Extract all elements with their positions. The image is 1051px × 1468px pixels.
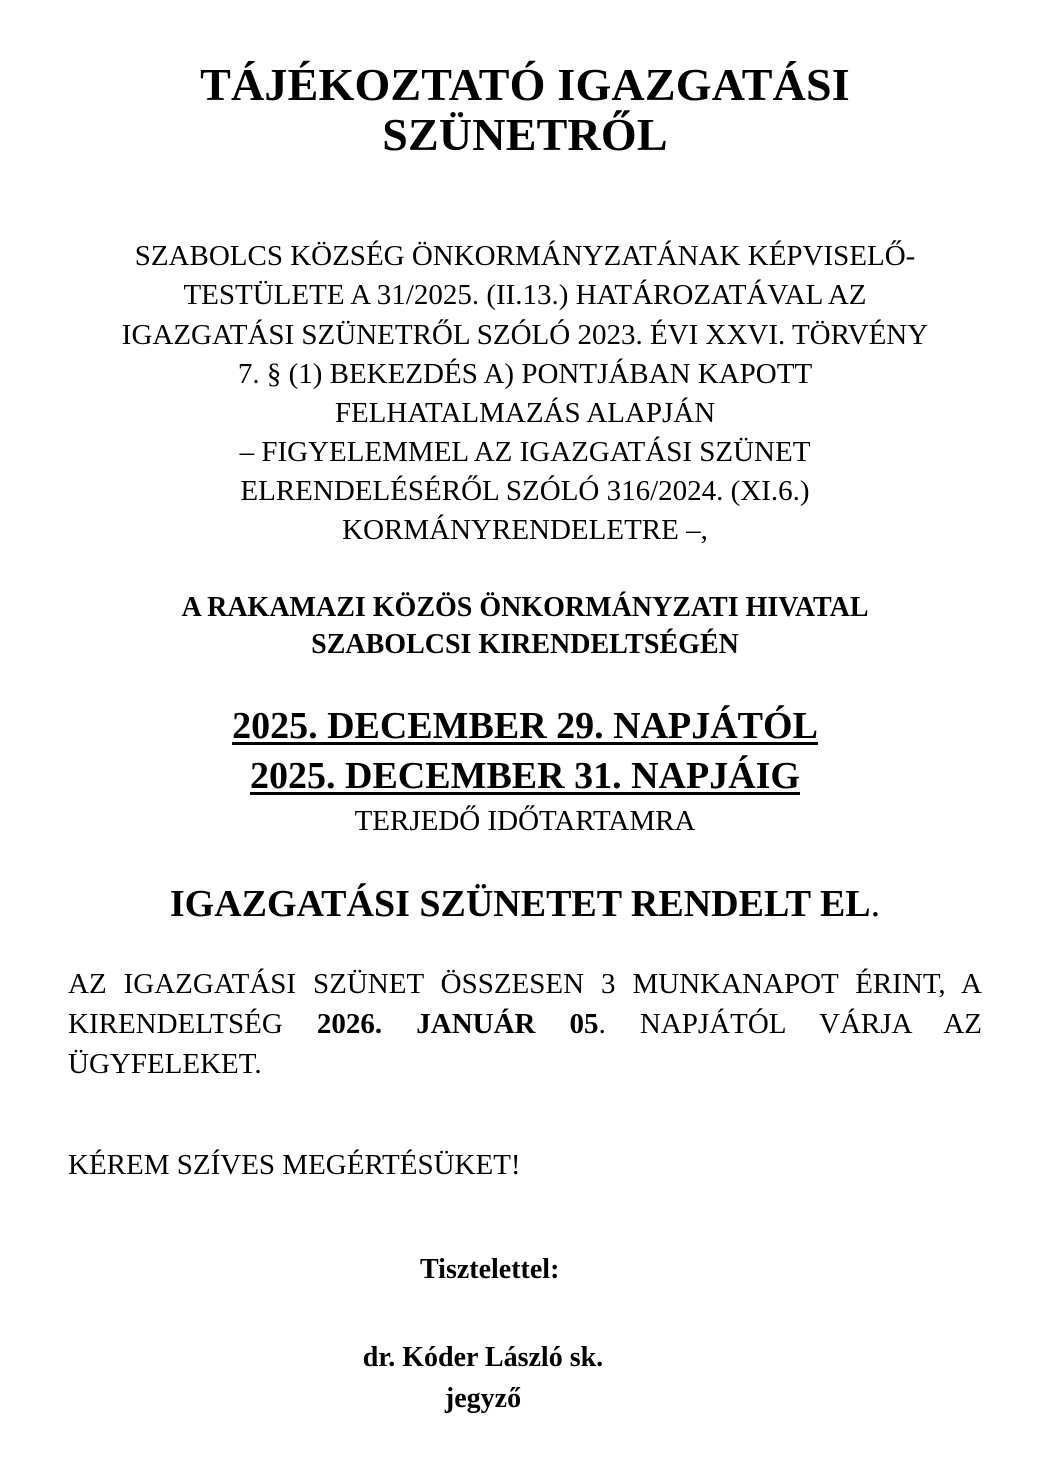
- intro-line-1: SZABOLCS KÖZSÉG ÖNKORMÁNYZATÁNAK KÉPVISELŐ-: [134, 240, 916, 273]
- details-part-2: . NAPJÁTÓL VÁRJA AZ ÜGYFELEKET.: [68, 1008, 983, 1081]
- details-paragraph: [68, 928, 982, 1084]
- page-title: TÁJÉKOZTATÓ IGAZGATÁSI SZÜNETRŐL: [200, 59, 850, 160]
- duration-label: TERJEDŐ IDŐTARTAMRA: [354, 805, 696, 838]
- reopen-date-emphasis: 2026. JANUÁR 05: [316, 1008, 599, 1041]
- closing-line: KÉREM SZÍVES MEGÉRTÉSÜKET!: [68, 1149, 521, 1182]
- date-to-text: 2025. DECEMBER 31. NAPJÁIG: [250, 754, 800, 797]
- office-name: [68, 550, 982, 664]
- signatory: [68, 1288, 982, 1419]
- declaration-text: IGAZGATÁSI SZÜNETET RENDELT EL: [169, 882, 871, 925]
- details-part-1: AZ IGAZGATÁSI SZÜNET ÖSSZESEN 3 MUNKANAPOT ÉRINT, A KIRENDELTSÉG: [68, 968, 982, 1041]
- declaration-period: .: [870, 882, 881, 925]
- intro-line-2: TESTÜLETE A 31/2025. (II.13.) HATÁROZATÁVAL AZ: [183, 279, 867, 312]
- office-line-2: SZABOLCSI KIRENDELTSÉGÉN: [311, 629, 739, 661]
- office-line-1: A RAKAMAZI KÖZÖS ÖNKORMÁNYZATI HIVATAL: [181, 592, 869, 624]
- signatory-role: jegyző: [444, 1382, 522, 1414]
- date-from-line: [68, 702, 982, 751]
- date-from-text: 2025. DECEMBER 29. NAPJÁTÓL: [232, 705, 818, 748]
- intro-paragraph: [68, 159, 982, 550]
- intro-line-5: FELHATALMAZÁS ALAPJÁN: [334, 396, 716, 429]
- intro-line-8: KORMÁNYRENDELETRE –,: [342, 514, 708, 547]
- intro-line-6: – FIGYELEMMEL AZ IGAZGATÁSI SZÜNET: [239, 436, 811, 469]
- declaration-line: [68, 841, 982, 929]
- notice-content: [68, 0, 982, 1419]
- intro-line-4: 7. § (1) BEKEZDÉS A) PONTJÁBAN KAPOTT: [237, 357, 813, 390]
- intro-line-7: ELRENDELÉSÉRŐL SZÓLÓ 316/2024. (XI.6.): [240, 475, 810, 508]
- intro-line-3: IGAZGATÁSI SZÜNETRŐL SZÓLÓ 2023. ÉVI XXVI. TÖRVÉNY: [121, 318, 929, 351]
- signature-regards: Tisztelettel:: [420, 1253, 560, 1285]
- date-to-line: [68, 752, 982, 801]
- date-range-block: [68, 664, 982, 840]
- signature-block: [68, 1186, 982, 1420]
- signatory-name: dr. Kóder László sk.: [362, 1341, 604, 1373]
